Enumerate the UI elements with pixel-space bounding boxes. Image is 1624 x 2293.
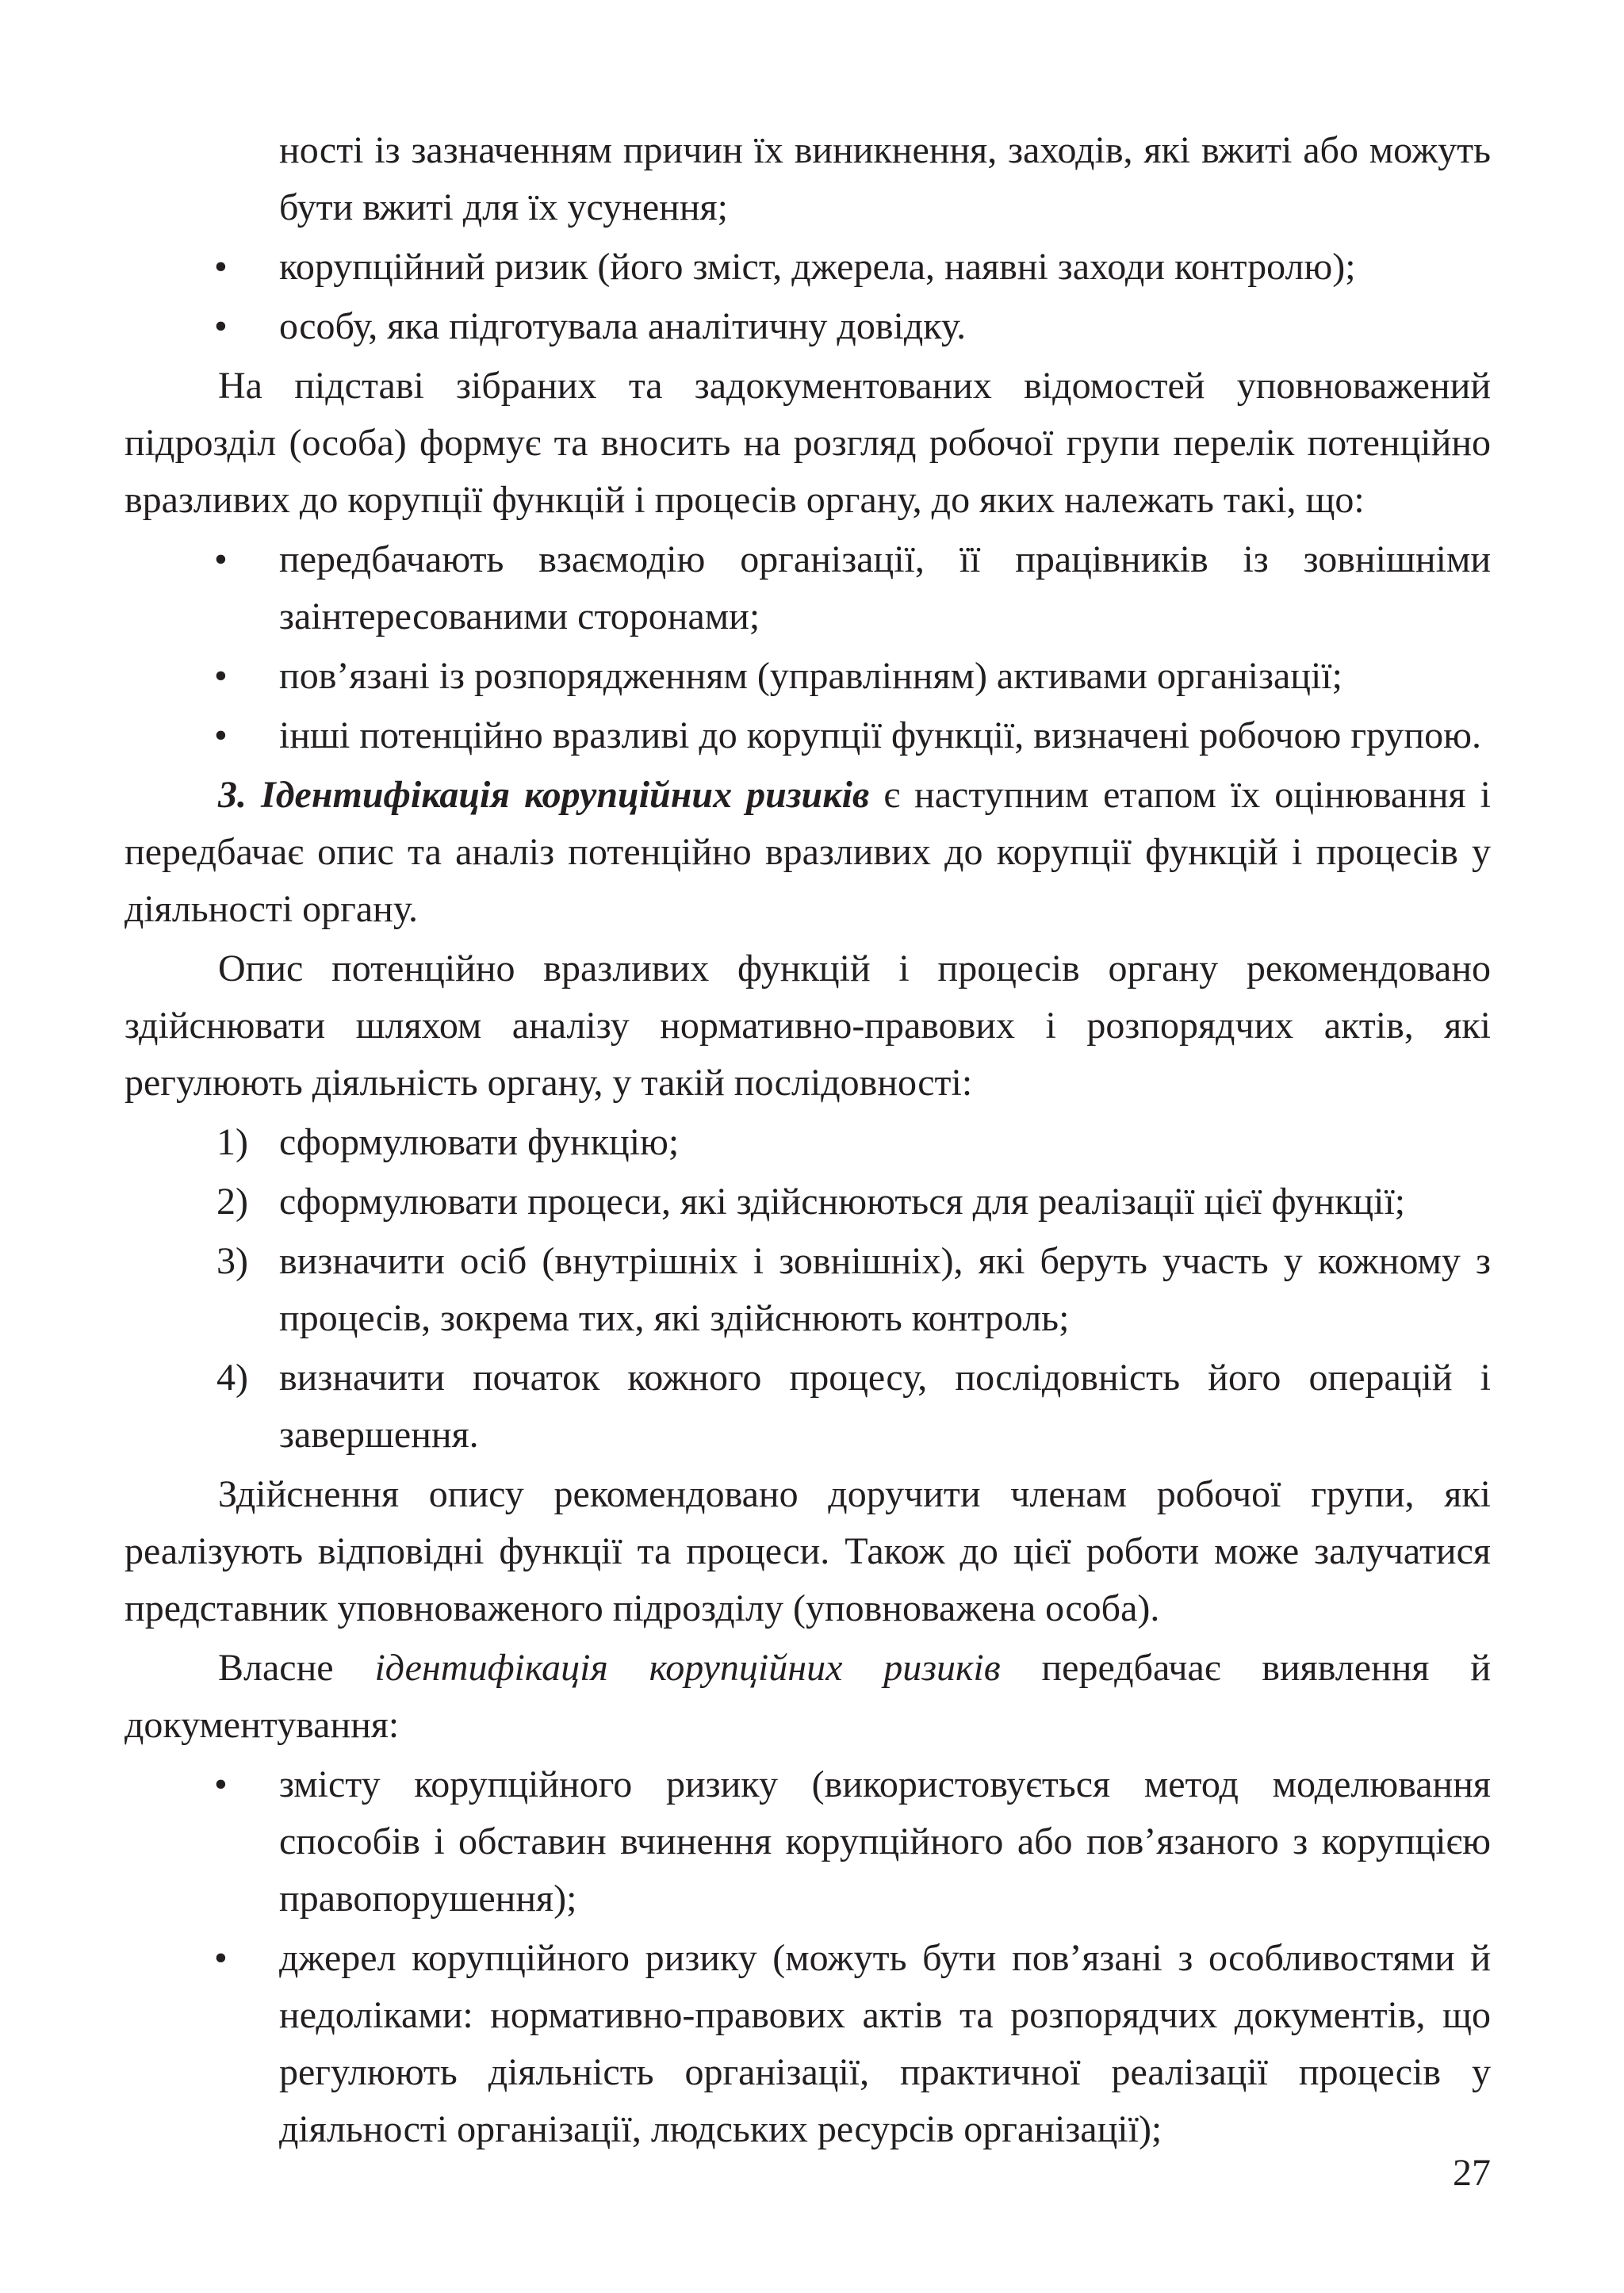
section-heading: 3. Ідентифікація корупційних ризиків [218,774,870,816]
bullet-text: джерел корупційного ризику (можуть бути пов’язані з особливостями й недоліками: нормативно-правових актів та розпорядчих документів, що регулюють діяльність організації, практичної реалізації процесів у діяльності організації, людських ресурсів організації); [279,1937,1491,2150]
number-marker: 2) [216,1181,248,1223]
bullet-marker: • [214,246,228,288]
numbered-text: сформулювати функцію; [279,1121,680,1163]
number-marker: 3) [216,1240,248,1282]
bullet-marker: • [214,714,228,756]
bullet-marker: • [214,1937,228,1979]
bullet-text: інші потенційно вразливі до корупції функції, визначені робочою групою. [279,714,1481,756]
paragraph-text: Власне [218,1647,375,1689]
emphasized-term: ідентифікація корупційних ризиків [374,1647,1001,1689]
paragraph: На підставі зібраних та задокументованих відомостей уповноважений підрозділ (особа) формує та вносить на розгляд робочої групи перелік потенційно вразливих до корупції функцій і процесів органу, до яких належать такі, що: [124,365,1491,521]
bullet-item [124,1930,1491,2158]
bullet-text: корупційний ризик (його зміст, джерела, наявні заходи контролю); [279,246,1356,288]
bullet-marker: • [214,538,228,580]
page-number: 27 [1453,2152,1491,2194]
bullet-item [124,298,1491,355]
number-marker: 4) [216,1357,248,1399]
paragraph [124,1640,1491,1754]
bullet-text: пов’язані із розпорядженням (управлінням) активами організації; [279,655,1342,697]
numbered-item [124,1114,1491,1171]
bullet-marker: • [214,655,228,697]
bullet-continuation: ності із зазначенням причин їх виникнення, заходів, які вжиті або можуть бути вжиті для їх усунення; [279,129,1491,228]
numbered-text: визначити осіб (внутрішніх і зовнішніх), які беруть участь у кожному з процесів, зокрема тих, які здійснюють контроль; [279,1240,1491,1339]
number-marker: 1) [216,1121,248,1163]
paragraph-text: є наступним етапом їх оцінювання і передбачає опис та аналіз потенційно вразливих до корупції функцій і процесів у діяльності органу. [124,774,1491,930]
paragraph-text: передбачає виявлення й документування: [124,1647,1492,1746]
paragraph: Опис потенційно вразливих функцій і процесів органу рекомендовано здійснювати шляхом аналізу нормативно-правових і розпорядчих актів, які регулюють діяльність органу, у такій послідовності: [124,947,1491,1104]
bullet-marker: • [214,305,228,347]
numbered-item [124,1173,1491,1231]
bullet-text: особу, яка підготувала аналітичну довідку. [279,305,967,347]
bullet-item [124,648,1491,705]
numbered-item [124,1349,1491,1464]
numbered-item [124,1233,1491,1347]
numbered-text: сформулювати процеси, які здійснюються для реалізації цієї функції; [279,1181,1406,1223]
bullet-text: передбачають взаємодію організації, її працівників із зовнішніми заінтересованими сторонами; [279,538,1491,637]
numbered-text: визначити початок кожного процесу, послідовність його операцій і завершення. [279,1357,1491,1456]
bullet-item [124,531,1491,645]
bullet-item [124,239,1491,296]
bullet-text: змісту корупційного ризику (використовується метод моделювання способів і обставин вчинення корупційного або пов’язаного з корупцією правопорушення); [279,1763,1491,1920]
bullet-item [124,1756,1491,1927]
paragraph: Здійснення опису рекомендовано доручити членам робочої групи, які реалізують відповідні функції та процеси. Також до цієї роботи може залучатися представник уповноваженого підрозділу (уповноважена особа). [124,1473,1491,1629]
bullet-item [124,707,1491,764]
bullet-marker: • [214,1763,228,1805]
section-paragraph [124,767,1491,938]
